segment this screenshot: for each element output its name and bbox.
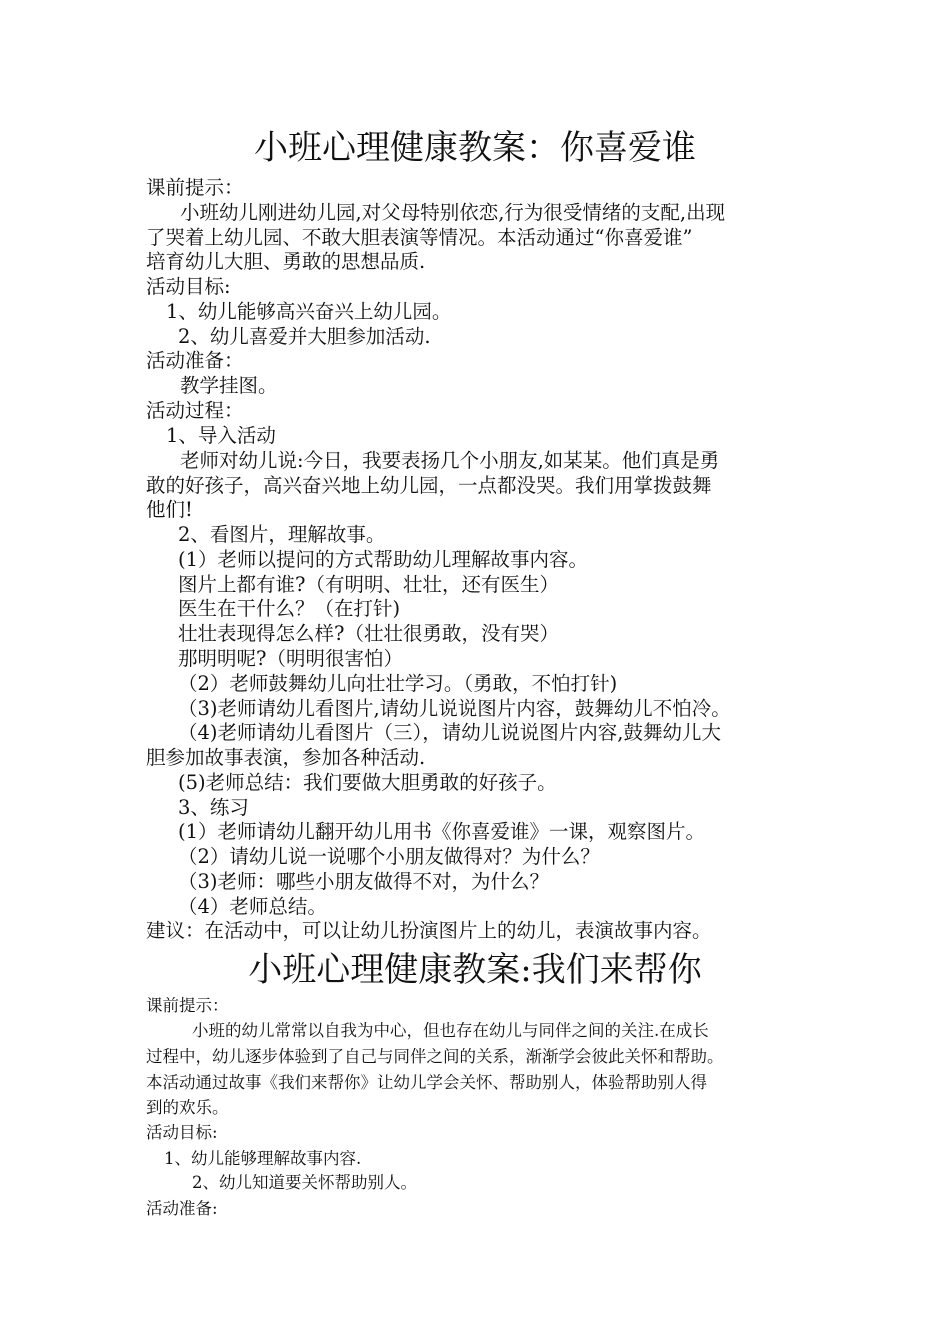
list-item: 那明明呢?（明明很害怕） bbox=[178, 647, 403, 670]
pre-tip-heading: 课前提示： bbox=[146, 176, 244, 199]
step-heading: 1、导入活动 bbox=[166, 424, 276, 447]
paragraph-line: 培育幼儿大胆、勇敢的思想品质. bbox=[146, 250, 426, 273]
list-item: （2）老师鼓舞幼儿向壮壮学习。（勇敢，不怕打针) bbox=[178, 672, 618, 695]
list-item: (1）老师请幼儿翻开幼儿用书《你喜爱谁》一课，观察图片。 bbox=[178, 820, 706, 843]
list-item: (1）老师以提问的方式帮助幼儿理解故事内容。 bbox=[178, 548, 589, 571]
goal-item: 1、幼儿能够高兴奋兴上幼儿园。 bbox=[166, 300, 452, 323]
paragraph-line: 本活动通过故事《我们来帮你》让幼儿学会关怀、帮助别人，体验帮助别人得 bbox=[146, 1073, 707, 1092]
list-item: （3)老师：哪些小朋友做得不对，为什么？ bbox=[178, 870, 550, 893]
prep-item: 教学挂图。 bbox=[180, 374, 278, 397]
lesson1-title: 小班心理健康教案：你喜爱谁 bbox=[254, 128, 696, 168]
suggestion-line: 建议：在活动中，可以让幼儿扮演图片上的幼儿，表演故事内容。 bbox=[146, 919, 712, 942]
paragraph-line: 敢的好孩子，高兴奋兴地上幼儿园，一点都没哭。我们用掌拨鼓舞 bbox=[146, 474, 712, 497]
paragraph-line: 到的欢乐。 bbox=[146, 1098, 229, 1117]
paragraph-line: 过程中，幼儿逐步体验到了自己与同伴之间的关系，渐渐学会彼此关怀和帮助。 bbox=[146, 1047, 724, 1066]
prep-heading: 活动准备: bbox=[146, 1199, 218, 1218]
process-heading: 活动过程： bbox=[146, 399, 244, 422]
paragraph-line: 了哭着上幼儿园、不敢大胆表演等情况。本活动通过“你喜爱谁” bbox=[146, 226, 693, 249]
list-item: （4）老师总结。 bbox=[178, 895, 327, 918]
paragraph-line: 老师对幼儿说:今日，我要表扬几个小朋友,如某某。他们真是勇 bbox=[180, 449, 720, 472]
paragraph-line: 胆参加故事表演，参加各种活动. bbox=[146, 746, 426, 769]
goal-item: 2、幼儿知道要关怀帮助别人。 bbox=[192, 1173, 417, 1192]
list-item: （4)老师请幼儿看图片（三），请幼儿说说图片内容,鼓舞幼儿大 bbox=[178, 721, 721, 744]
goals-heading: 活动目标: bbox=[146, 275, 231, 298]
step-heading: 2、看图片，理解故事。 bbox=[178, 523, 386, 546]
paragraph-line: 小班的幼儿常常以自我为中心，但也存在幼儿与同伴之间的关注.在成长 bbox=[192, 1021, 709, 1040]
step-heading: 3、练习 bbox=[178, 796, 249, 819]
lesson2-title: 小班心理健康教案:我们来帮你 bbox=[248, 950, 702, 990]
paragraph-line: 他们! bbox=[146, 498, 193, 521]
paragraph-line: 小班幼儿刚进幼儿园,对父母特别依恋,行为很受情绪的支配,出现 bbox=[180, 201, 726, 224]
list-item: (5)老师总结：我们要做大胆勇敢的好孩子。 bbox=[178, 771, 557, 794]
list-item: （3)老师请幼儿看图片,请幼儿说说图片内容，鼓舞幼儿不怕冷。 bbox=[178, 697, 731, 720]
list-item: 图片上都有谁?（有明明、壮壮，还有医生） bbox=[178, 573, 559, 596]
list-item: 壮壮表现得怎么样?（壮壮很勇敢，没有哭） bbox=[178, 622, 559, 645]
prep-heading: 活动准备： bbox=[146, 349, 244, 372]
goal-item: 1、幼儿能够理解故事内容. bbox=[164, 1149, 362, 1168]
pre-tip-heading: 课前提示： bbox=[146, 996, 229, 1015]
goals-heading: 活动目标: bbox=[146, 1123, 218, 1142]
list-item: 医生在干什么？（在打针) bbox=[178, 597, 401, 620]
goal-item: 2、幼儿喜爱并大胆参加活动. bbox=[178, 325, 431, 348]
list-item: （2）请幼儿说一说哪个小朋友做得对？为什么？ bbox=[178, 845, 600, 868]
